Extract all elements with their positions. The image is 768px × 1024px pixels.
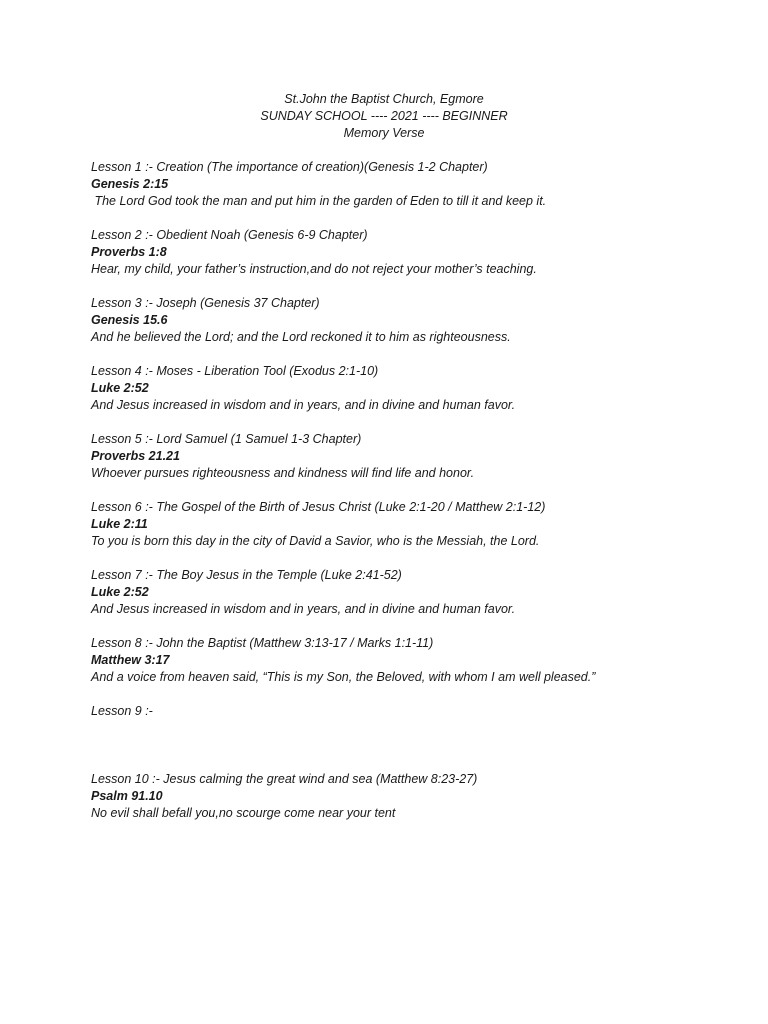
lesson-title: Lesson 4 :- Moses - Liberation Tool (Exodus 2:1-10)	[91, 364, 379, 378]
memory-verse-text: Whoever pursues righteousness and kindness will find life and honor.	[91, 466, 475, 480]
church-name: St.John the Baptist Church, Egmore	[284, 92, 484, 106]
lesson-title: Lesson 8 :- John the Baptist (Matthew 3:13-17 / Marks 1:1-11)	[91, 636, 434, 650]
memory-verse-text: To you is born this day in the city of David a Savior, who is the Messiah, the Lord.	[91, 534, 540, 548]
lesson-10	[91, 771, 731, 822]
document-subtitle: Memory Verse	[343, 126, 425, 140]
memory-verse-text: And Jesus increased in wisdom and in years, and in divine and human favor.	[91, 602, 516, 616]
lesson-title: Lesson 5 :- Lord Samuel (1 Samuel 1-3 Chapter)	[91, 432, 362, 446]
lesson-title: Lesson 7 :- The Boy Jesus in the Temple (Luke 2:41-52)	[91, 568, 402, 582]
memory-verse-reference: Proverbs 1:8	[91, 245, 167, 259]
memory-verse-text: And he believed the Lord; and the Lord reckoned it to him as righteousness.	[91, 330, 511, 344]
lesson-2	[91, 227, 731, 278]
lesson-6	[91, 499, 731, 550]
memory-verse-text: The Lord God took the man and put him in the garden of Eden to till it and keep it.	[91, 194, 547, 208]
memory-verse-text: And Jesus increased in wisdom and in years, and in divine and human favor.	[91, 398, 516, 412]
memory-verse-reference: Luke 2:52	[91, 381, 149, 395]
memory-verse-reference: Matthew 3:17	[91, 653, 170, 667]
memory-verse-reference: Genesis 15.6	[91, 313, 168, 327]
lesson-list	[91, 159, 731, 839]
document-header	[0, 91, 768, 142]
memory-verse-text: Hear, my child, your father’s instruction,and do not reject your mother’s teaching.	[91, 262, 537, 276]
lesson-9	[91, 703, 731, 720]
lesson-title: Lesson 3 :- Joseph (Genesis 37 Chapter)	[91, 296, 320, 310]
memory-verse-reference: Luke 2:11	[91, 517, 148, 531]
memory-verse-reference: Psalm 91.10	[91, 789, 163, 803]
memory-verse-text: No evil shall befall you,no scourge come near your tent	[91, 806, 396, 820]
lesson-4	[91, 363, 731, 414]
memory-verse-reference: Proverbs 21.21	[91, 449, 180, 463]
lesson-1	[91, 159, 731, 210]
lesson-title: Lesson 9 :-	[91, 704, 153, 718]
lesson-title: Lesson 10 :- Jesus calming the great wind and sea (Matthew 8:23-27)	[91, 772, 478, 786]
lesson-5	[91, 431, 731, 482]
lesson-title: Lesson 6 :- The Gospel of the Birth of Jesus Christ (Luke 2:1-20 / Matthew 2:1-12)	[91, 500, 546, 514]
program-title: SUNDAY SCHOOL ---- 2021 ---- BEGINNER	[260, 109, 508, 123]
memory-verse-reference: Genesis 2:15	[91, 177, 169, 191]
lesson-title: Lesson 2 :- Obedient Noah (Genesis 6-9 Chapter)	[91, 228, 368, 242]
lesson-3	[91, 295, 731, 346]
lesson-title: Lesson 1 :- Creation (The importance of creation)(Genesis 1-2 Chapter)	[91, 160, 488, 174]
lesson-7	[91, 567, 731, 618]
memory-verse-text: And a voice from heaven said, “This is my Son, the Beloved, with whom I am well pleased.”	[91, 670, 596, 684]
lesson-8	[91, 635, 731, 686]
memory-verse-reference: Luke 2:52	[91, 585, 149, 599]
